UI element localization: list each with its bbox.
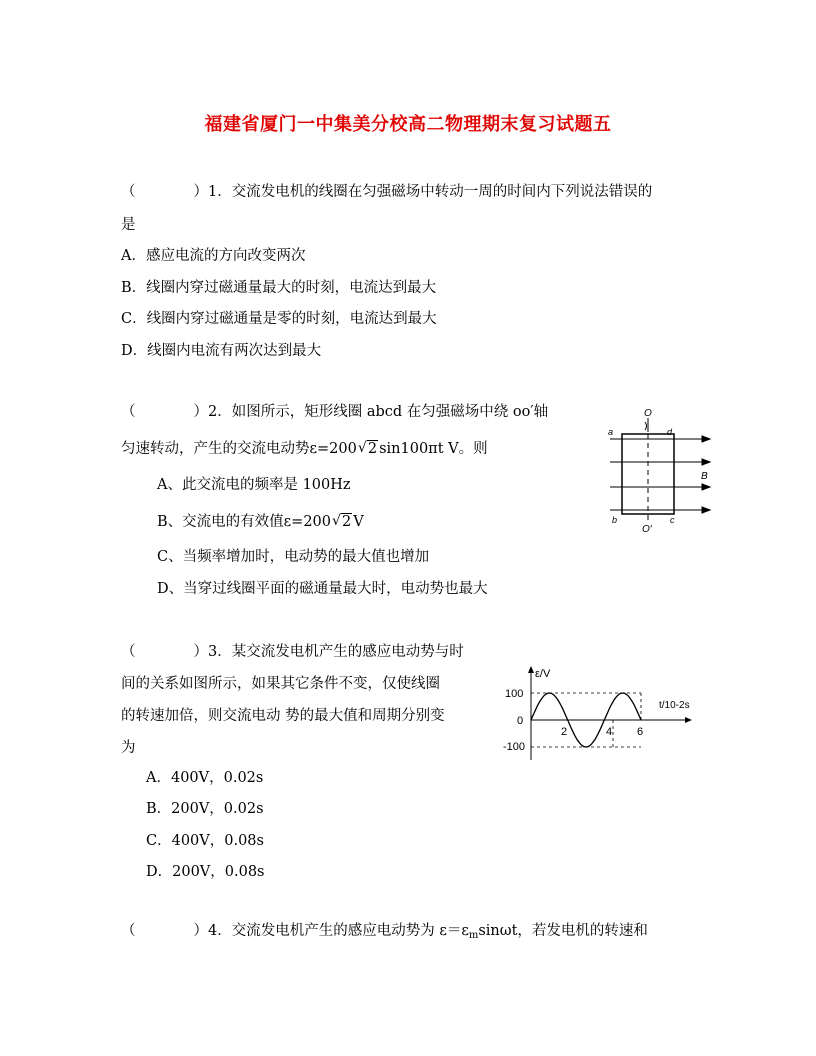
page-title: 福建省厦门一中集美分校高二物理期末复习试题五 [204, 114, 612, 135]
q4-line1 [121, 919, 648, 941]
q2-option-d: D、当穿过线圈平面的磁通量最大时，电动势也最大 [157, 581, 488, 597]
q4-stem: 4．交流发电机产生的感应电动势为 ε＝ε [208, 923, 469, 939]
q1-answer-paren[interactable]: （ ） [121, 184, 208, 200]
label-c: c [670, 515, 675, 525]
label-o-top: O [644, 408, 652, 419]
y-tick-label: 0 [517, 715, 524, 727]
q2-option-a: A、此交流电的频率是 100Hz [157, 477, 351, 493]
q2-option-b-text: B、交流电的有效值ε=200 [157, 514, 331, 530]
field-arrow-icon [702, 484, 710, 490]
emf-time-chart [495, 660, 705, 770]
sqrt-symbol [358, 441, 378, 457]
y-tick-label: -100 [503, 741, 526, 753]
sqrt-radicand: 2 [367, 441, 378, 457]
q3-line1 [121, 640, 464, 661]
q3-option-d: D．200V，0.08s [146, 864, 265, 880]
q2-line2 [121, 437, 488, 458]
q3-line2: 间的关系如图所示，如果其它条件不变，仅使线圈 [121, 676, 440, 692]
y-tick-label: 100 [505, 688, 524, 700]
q1-option-b: B．线圈内穿过磁通量最大的时刻，电流达到最大 [121, 280, 437, 296]
q3-option-b: B．200V，0.02s [146, 801, 264, 817]
x-tick-label: 6 [637, 726, 644, 738]
q1-option-c: C．线圈内穿过磁通量是零的时刻，电流达到最大 [121, 311, 437, 327]
label-B: B [701, 471, 708, 482]
y-axis-label: ε/V [535, 668, 551, 680]
q3-stem: 3．某交流发电机产生的感应电动势与时 [208, 644, 464, 660]
y-axis-arrow-icon [528, 666, 534, 673]
q3-option-a: A．400V，0.02s [146, 770, 264, 786]
q2-answer-paren[interactable]: （ ） [121, 404, 208, 420]
q1-option-d: D．线圈内电流有两次达到最大 [121, 343, 322, 359]
sqrt-symbol [332, 514, 352, 530]
q1-line1 [121, 180, 652, 201]
q3-option-c: C．400V，0.08s [146, 833, 264, 849]
q2-line1 [121, 400, 548, 421]
q1-line2: 是 [121, 217, 136, 233]
q2-option-b [157, 510, 364, 531]
field-arrow-icon [702, 459, 710, 465]
q4-answer-paren[interactable]: （ ） [121, 923, 208, 939]
q2-stem: 2．如图所示，矩形线圈 abcd 在匀强磁场中绕 oo′轴 [208, 404, 549, 420]
q2-line2-text: 匀速转动，产生的交流电动势ε=200 [121, 441, 357, 457]
label-d: d [667, 427, 673, 437]
label-b: b [612, 515, 618, 525]
coil-diagram [600, 404, 715, 534]
q4-subscript: m [468, 930, 479, 941]
rotation-arrow-icon [645, 422, 647, 430]
x-tick-label: 2 [561, 726, 568, 738]
q2-option-b-unit: V [353, 514, 364, 530]
x-axis-arrow-icon [685, 717, 692, 723]
q3-line3: 的转速加倍，则交流电动 势的最大值和周期分别变 [121, 708, 445, 724]
label-o-bottom: O′ [642, 524, 652, 534]
q3-answer-paren[interactable]: （ ） [121, 644, 208, 660]
q3-line4: 为 [121, 740, 136, 756]
x-axis-label: t/10-2s [659, 700, 690, 711]
q4-stem-tail: sinωt，若发电机的转速和 [478, 923, 648, 939]
x-tick-label: 4 [606, 726, 613, 738]
field-arrow-icon [702, 507, 710, 513]
q1-option-a: A．感应电流的方向改变两次 [121, 248, 306, 264]
q1-stem: 1．交流发电机的线圈在匀强磁场中转动一周的时间内下列说法错误的 [208, 184, 653, 200]
q2-option-c: C、当频率增加时，电动势的最大值也增加 [157, 549, 430, 565]
q2-line2-tail: sin100πt V。则 [379, 441, 488, 457]
label-a: a [608, 427, 614, 437]
sqrt-radicand: 2 [342, 514, 352, 530]
field-arrow-icon [702, 436, 710, 442]
